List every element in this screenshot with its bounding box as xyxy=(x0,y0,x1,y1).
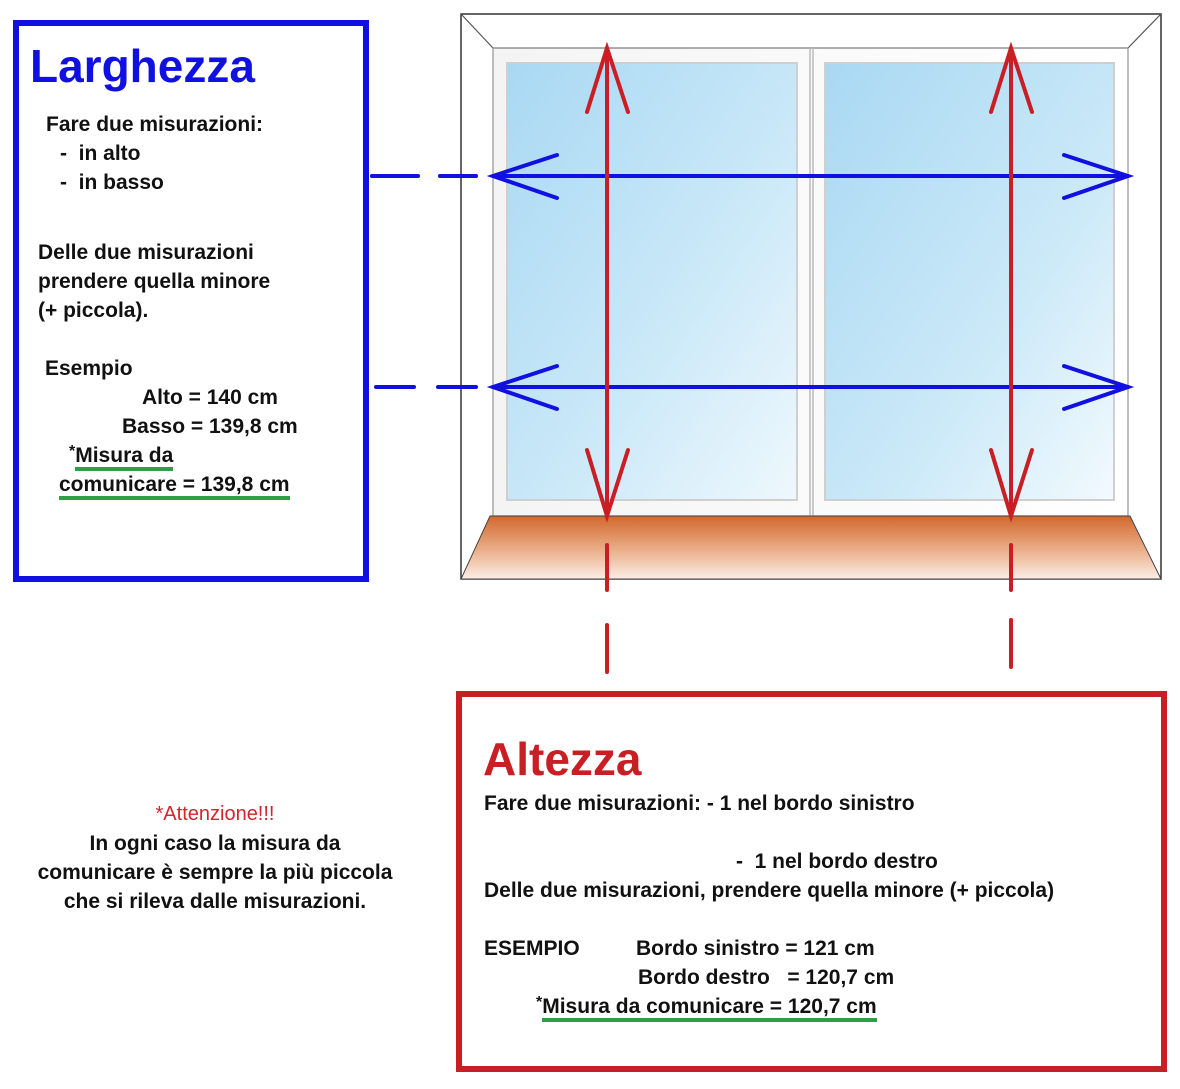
asterisk: * xyxy=(536,994,543,1011)
width-result-line2 xyxy=(59,470,290,499)
width-instruction-line: prendere quella minore xyxy=(38,270,271,293)
width-instruction-line: - in basso xyxy=(60,171,164,194)
width-instructions-box xyxy=(13,20,369,582)
height-instructions-box xyxy=(456,691,1167,1072)
height-instruction-line3: Delle due misurazioni, prendere quella minore (+ piccola) xyxy=(484,879,1055,902)
width-instruction-line: - in alto xyxy=(60,142,141,165)
glass-pane-right xyxy=(825,63,1114,500)
width-result-line1 xyxy=(69,441,173,470)
attention-note xyxy=(0,800,430,916)
width-example-top: Alto = 140 cm xyxy=(142,386,278,409)
attention-line: che si rileva dalle misurazioni. xyxy=(63,890,367,913)
height-example-left: Bordo sinistro = 121 cm xyxy=(636,937,875,960)
height-title: Altezza xyxy=(483,733,642,785)
height-result-text: Misura da comunicare = 120,7 cm xyxy=(542,995,876,1022)
width-example-label: Esempio xyxy=(45,357,133,380)
window-sill xyxy=(461,516,1161,579)
width-title: Larghezza xyxy=(30,40,255,92)
width-instruction-line: Delle due misurazioni xyxy=(38,241,254,264)
height-example-label: ESEMPIO xyxy=(484,937,580,960)
attention-line: In ogni caso la misura da xyxy=(89,832,341,855)
asterisk: * xyxy=(69,443,76,460)
height-instruction-line1: Fare due misurazioni: - 1 nel bordo sinistro xyxy=(484,792,915,815)
height-result-line xyxy=(536,992,877,1021)
height-instruction-line2: - 1 nel bordo destro xyxy=(736,850,938,873)
width-example-bottom: Basso = 139,8 cm xyxy=(122,415,298,438)
width-result-text2: comunicare = 139,8 cm xyxy=(59,473,290,500)
height-example-right: Bordo destro = 120,7 cm xyxy=(638,966,895,989)
width-instruction-line: (+ piccola). xyxy=(38,299,149,322)
width-instruction-line: Fare due misurazioni: xyxy=(46,113,264,136)
attention-line: comunicare è sempre la più piccola xyxy=(37,861,393,884)
glass-pane-left xyxy=(507,63,797,500)
attention-warning: *Attenzione!!! xyxy=(155,803,275,825)
width-result-text1: Misura da xyxy=(75,444,173,471)
